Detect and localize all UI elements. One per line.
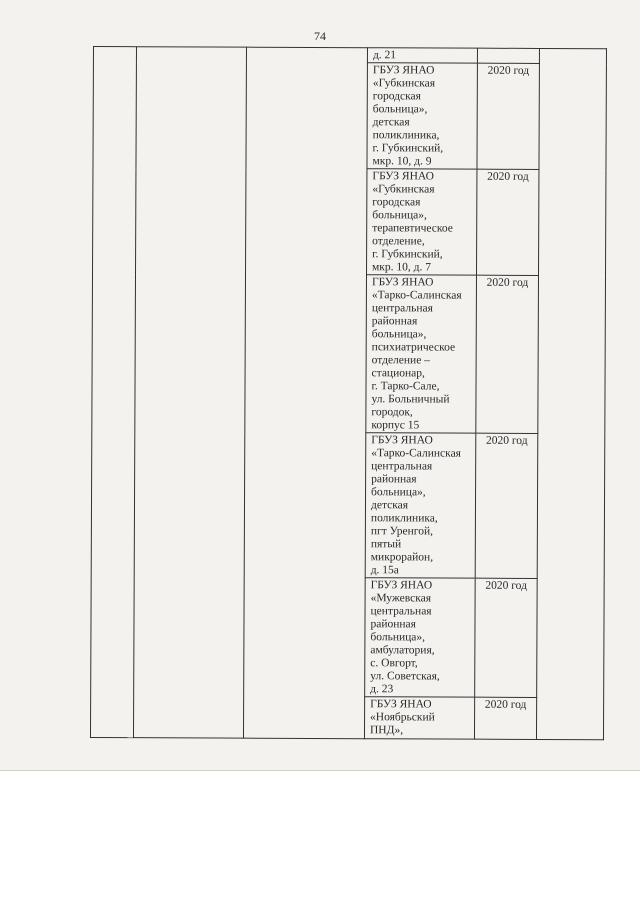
cell-year: 2020 год [474, 697, 536, 739]
page-number: 74 [314, 29, 326, 43]
cell-year: 2020 год [476, 275, 539, 433]
document-table [90, 46, 607, 740]
cell-year [477, 48, 539, 63]
cell-c3 [243, 47, 367, 739]
cell-year: 2020 год [475, 578, 538, 697]
cell-facility: ГБУЗ ЯНАО «Ноябрьский ПНД», [364, 697, 474, 739]
cell-facility: ГБУЗ ЯНАО «Тарко-Салинская центральная районная больница», психиатрическое отделение – стационар, г. Тарко-Сале, ул. Больничный городок, корпус 15 [366, 275, 477, 433]
cell-c1 [90, 47, 136, 738]
table-row [93, 47, 606, 64]
cell-year: 2020 год [477, 63, 539, 169]
cell-c2 [133, 47, 246, 738]
cell-facility: д. 21 [367, 48, 477, 63]
cell-facility: ГБУЗ ЯНАО «Мужевская центральная районная больница», амбулатория, с. Овгорт, ул. Советская, д. 23 [365, 578, 476, 697]
cell-c6 [536, 48, 606, 739]
cell-year: 2020 год [477, 169, 539, 275]
cell-facility: ГБУЗ ЯНАО «Губкинская городская больница», терапевтическое отделение, г. Губкинский, мкр. 10, д. 7 [367, 169, 477, 275]
cell-facility: ГБУЗ ЯНАО «Губкинская городская больница», детская поликлиника, г. Губкинский, мкр. 10, д. 9 [367, 63, 477, 169]
cell-facility: ГБУЗ ЯНАО «Тарко-Салинская центральная районная больница», детская поликлиника, пгт Уренгой, пятый микрорайон, д. 15а [365, 433, 476, 578]
cell-year: 2020 год [475, 433, 538, 578]
